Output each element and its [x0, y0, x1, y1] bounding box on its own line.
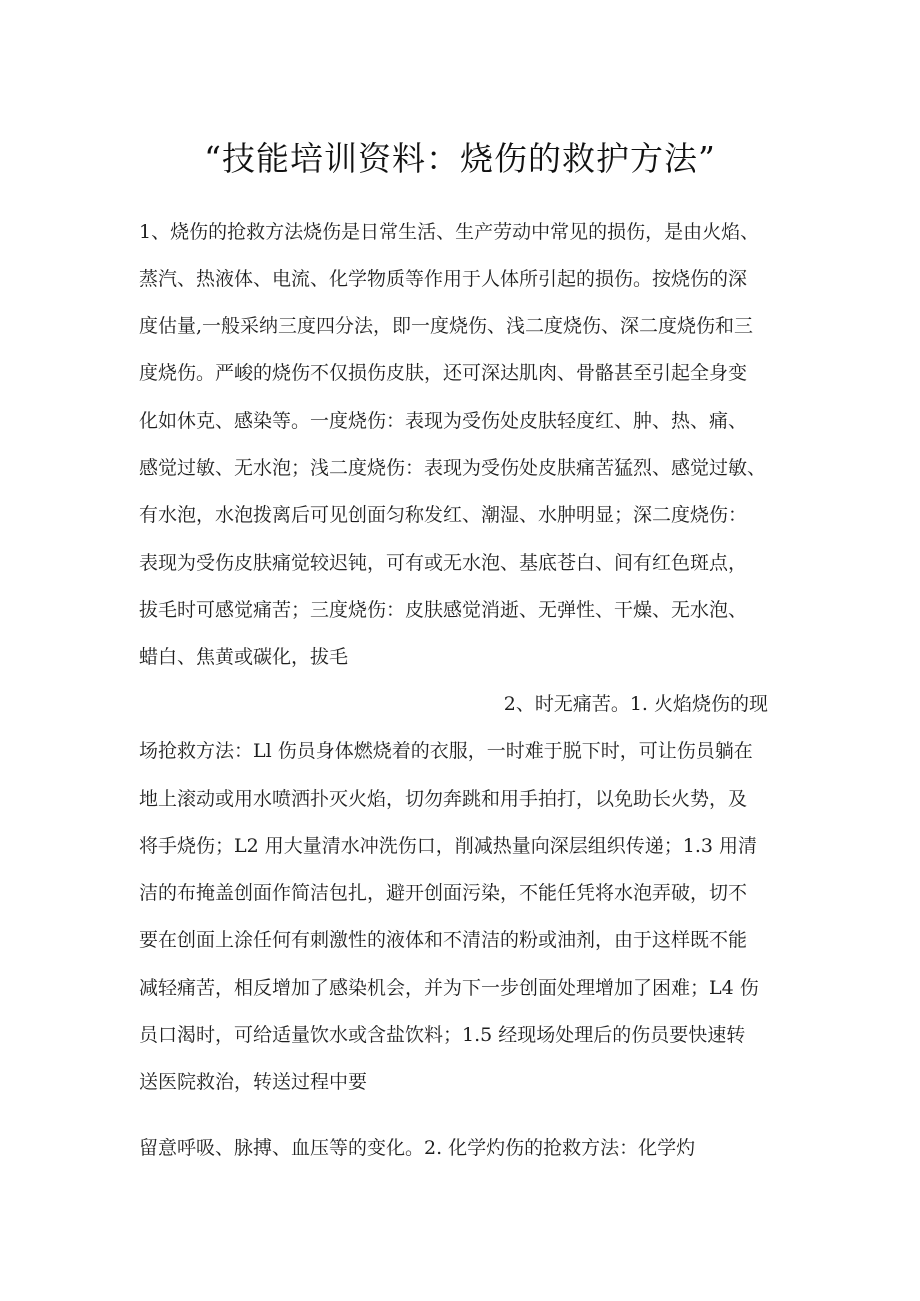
paragraph-line: 蒸汽、热液体、电流、化学物质等作用于人体所引起的损伤。按烧伤的深 [139, 268, 748, 290]
paragraph-line: 感觉过敏、无水泡；浅二度烧伤：表现为受伤处皮肤痛苦猛烈、感觉过敏、 [139, 457, 767, 479]
paragraph-line: 减轻痛苦，相反增加了感染机会，并为下一步创面处理增加了困难；L4 伤 [139, 977, 759, 999]
paragraph-line: 洁的布掩盖创面作简洁包扎，避开创面污染，不能任凭将水泡弄破，切不 [139, 882, 748, 904]
document-title: “技能培训资料：烧伤的救护方法” [204, 139, 716, 178]
paragraph-line: 有水泡，水泡拨离后可见创面匀称发红、潮湿、水肿明显；深二度烧伤： [139, 504, 748, 526]
section-2-heading-line: 2、时无痛苦。1. 火焰烧伤的现 [503, 693, 768, 715]
paragraph-line: 地上滚动或用水喷洒扑灭火焰，切勿奔跳和用手拍打，以免助长火势，及 [139, 788, 748, 810]
paragraph-line: 员口渴时，可给适量饮水或含盐饮料；1.5 经现场处理后的伤员要快速转 [139, 1024, 746, 1046]
paragraph-line: 蜡白、焦黄或碳化，拔毛 [139, 646, 349, 668]
paragraph-line: 表现为受伤皮肤痛觉较迟钝，可有或无水泡、基底苍白、间有红色斑点， [139, 552, 748, 574]
paragraph-line: 场抢救方法：Ll 伤员身体燃烧着的衣服，一时难于脱下时，可让伤员躺在 [139, 740, 753, 762]
paragraph-line: 1、烧伤的抢救方法烧伤是日常生活、生产劳动中常见的损伤，是由火焰、 [139, 221, 760, 243]
paragraph-line: 送医院救治，转送过程中要 [139, 1071, 368, 1093]
paragraph-line: 拔毛时可感觉痛苦；三度烧伤：皮肤感觉消逝、无弹性、干燥、无水泡、 [139, 599, 748, 621]
paragraph-line: 度估量,一般采纳三度四分法，即一度烧伤、浅二度烧伤、深二度烧伤和三 [139, 315, 754, 337]
paragraph-line: 留意呼吸、脉搏、血压等的变化。2. 化学灼伤的抢救方法：化学灼 [139, 1137, 696, 1159]
paragraph-line: 度烧伤。严峻的烧伤不仅损伤皮肤，还可深达肌肉、骨骼甚至引起全身变 [139, 362, 748, 384]
paragraph-line: 化如休克、感染等。一度烧伤：表现为受伤处皮肤轻度红、肿、热、痛、 [139, 410, 748, 432]
paragraph-line: 要在创面上涂任何有刺激性的液体和不清洁的粉或油剂，由于这样既不能 [139, 929, 748, 951]
paragraph-line: 将手烧伤；L2 用大量清水冲洗伤口，削减热量向深层组织传递；1.3 用清 [139, 835, 758, 857]
